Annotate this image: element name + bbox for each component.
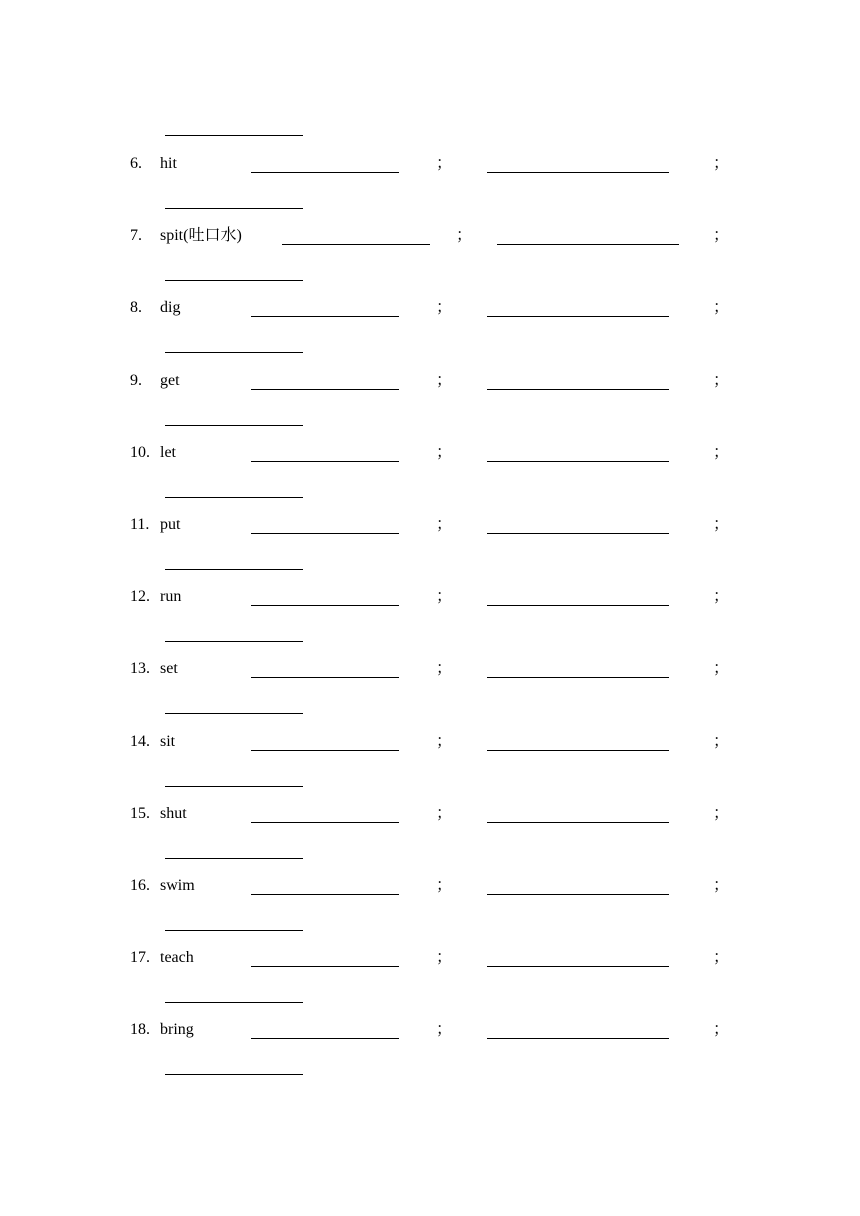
separator: ； <box>713 732 730 750</box>
separator: ； <box>436 877 453 894</box>
item-number: 13. <box>130 660 150 678</box>
separator: ； <box>436 588 453 606</box>
answer-blank-past-participle[interactable] <box>487 316 669 317</box>
separator: ； <box>436 516 453 533</box>
item-number: 18. <box>130 1021 150 1039</box>
answer-blank-past-participle[interactable] <box>487 461 669 462</box>
verb-word: get <box>160 371 180 389</box>
item-number: 10. <box>130 443 150 461</box>
answer-blank-past-tense[interactable] <box>251 533 399 534</box>
answer-blank-present-participle[interactable] <box>165 425 303 426</box>
separator: ； <box>713 877 730 894</box>
answer-blank-past-participle[interactable] <box>487 533 669 534</box>
verb-word: teach <box>160 949 194 967</box>
separator: ； <box>436 660 453 678</box>
answer-blank-present-participle[interactable] <box>165 786 303 787</box>
answer-blank-past-participle[interactable] <box>487 1038 669 1039</box>
answer-blank-past-tense[interactable] <box>251 605 399 606</box>
answer-blank-past-participle[interactable] <box>487 894 669 895</box>
answer-blank-past-tense[interactable] <box>282 244 430 245</box>
answer-blank-present-participle[interactable] <box>165 641 303 642</box>
answer-blank-present-participle[interactable] <box>165 713 303 714</box>
answer-blank-past-tense[interactable] <box>251 677 399 678</box>
verb-word: swim <box>160 877 195 894</box>
answer-blank-present-participle[interactable] <box>165 930 303 931</box>
separator: ； <box>436 949 453 967</box>
verb-word: hit <box>160 155 177 172</box>
answer-blank-past-participle[interactable] <box>487 966 669 967</box>
separator: ； <box>713 660 730 678</box>
answer-blank-past-tense[interactable] <box>251 316 399 317</box>
item-number: 7. <box>130 227 142 245</box>
separator: ； <box>436 732 453 750</box>
answer-blank-past-participle[interactable] <box>487 605 669 606</box>
separator: ； <box>436 299 453 317</box>
verb-word: spit(吐口水) <box>160 227 242 245</box>
separator: ； <box>456 227 473 245</box>
answer-blank-continuation[interactable] <box>165 135 303 136</box>
answer-blank-past-tense[interactable] <box>251 1038 399 1039</box>
answer-blank-past-tense[interactable] <box>251 750 399 751</box>
item-number: 6. <box>130 155 142 172</box>
answer-blank-past-participle[interactable] <box>487 389 669 390</box>
separator: ； <box>436 1021 453 1039</box>
answer-blank-present-participle[interactable] <box>165 1074 303 1075</box>
separator: ； <box>436 804 453 822</box>
verb-word: shut <box>160 804 187 822</box>
verb-word: dig <box>160 299 181 317</box>
verb-word: put <box>160 516 181 533</box>
item-number: 16. <box>130 877 150 894</box>
separator: ； <box>713 588 730 606</box>
separator: ； <box>436 443 453 461</box>
separator: ； <box>436 371 453 389</box>
answer-blank-past-participle[interactable] <box>487 677 669 678</box>
answer-blank-present-participle[interactable] <box>165 858 303 859</box>
item-number: 14. <box>130 732 150 750</box>
answer-blank-past-tense[interactable] <box>251 822 399 823</box>
answer-blank-past-tense[interactable] <box>251 172 399 173</box>
separator: ； <box>713 443 730 461</box>
separator: ； <box>713 516 730 533</box>
separator: ； <box>713 371 730 389</box>
item-number: 8. <box>130 299 142 317</box>
verb-word: bring <box>160 1021 194 1039</box>
item-number: 11. <box>130 516 150 533</box>
item-number: 15. <box>130 804 150 822</box>
item-number: 12. <box>130 588 150 606</box>
verb-word: run <box>160 588 182 606</box>
answer-blank-past-participle[interactable] <box>497 244 679 245</box>
answer-blank-past-tense[interactable] <box>251 461 399 462</box>
answer-blank-present-participle[interactable] <box>165 497 303 498</box>
answer-blank-past-participle[interactable] <box>487 822 669 823</box>
answer-blank-past-tense[interactable] <box>251 389 399 390</box>
item-number: 9. <box>130 371 142 389</box>
answer-blank-past-participle[interactable] <box>487 750 669 751</box>
separator: ； <box>713 949 730 967</box>
answer-blank-present-participle[interactable] <box>165 208 303 209</box>
separator: ； <box>713 155 730 172</box>
answer-blank-past-tense[interactable] <box>251 966 399 967</box>
answer-blank-present-participle[interactable] <box>165 569 303 570</box>
separator: ； <box>713 299 730 317</box>
answer-blank-past-tense[interactable] <box>251 894 399 895</box>
answer-blank-past-participle[interactable] <box>487 172 669 173</box>
separator: ； <box>436 155 453 172</box>
answer-blank-present-participle[interactable] <box>165 280 303 281</box>
separator: ； <box>713 804 730 822</box>
answer-blank-present-participle[interactable] <box>165 352 303 353</box>
verb-word: sit <box>160 732 176 750</box>
answer-blank-present-participle[interactable] <box>165 1002 303 1003</box>
separator: ； <box>713 227 730 245</box>
item-number: 17. <box>130 949 150 967</box>
verb-word: set <box>160 660 178 678</box>
separator: ； <box>713 1021 730 1039</box>
verb-word: let <box>160 443 176 461</box>
